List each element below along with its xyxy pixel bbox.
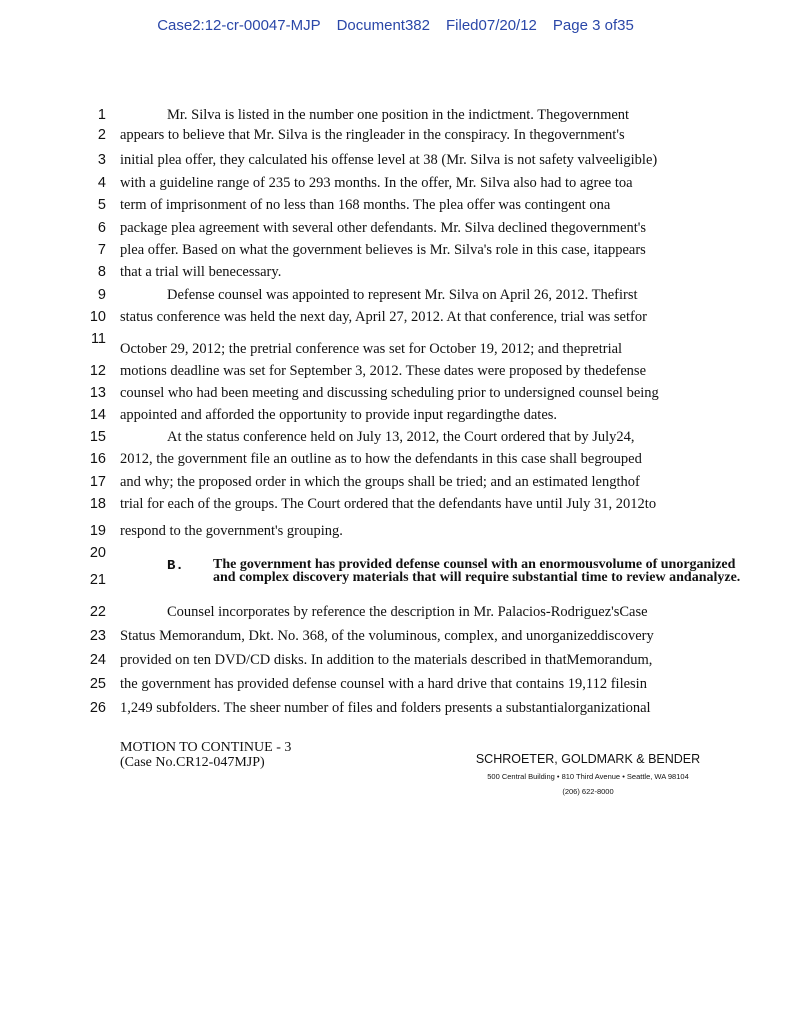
page-header [0, 17, 791, 34]
body-line: At the status conference held on July 13, 2012, the Court ordered that by July24, [167, 429, 635, 445]
body-line: October 29, 2012; the pretrial conference was set for October 19, 2012; and thepretrial [120, 341, 623, 357]
body-line: 2012, the government file an outline as to how the defendants in this case shall begrouped [120, 451, 642, 467]
line-number: 18 [89, 496, 106, 512]
line-number: 21 [89, 572, 106, 588]
body-line: initial plea offer, they calculated his offense level at 38 (Mr. Silva is not safety valveeligible) [120, 152, 658, 168]
line-number: 25 [89, 676, 106, 692]
body-line: Counsel incorporates by reference the description in Mr. Palacios-Rodriguez'sCase [167, 604, 648, 620]
body-line: with a guideline range of 235 to 293 months. In the offer, Mr. Silva also had to agree toa [120, 175, 633, 191]
body-line: Mr. Silva is listed in the number one position in the indictment. Thegovernment [167, 107, 630, 123]
footer-address: 500 Central Building • 810 Third Avenue • Seattle, WA 98104 [487, 772, 689, 781]
body-line: the government has provided defense counsel with a hard drive that contains 19,112 filesin [120, 676, 647, 692]
line-number: 24 [89, 652, 106, 668]
line-number: 12 [89, 363, 106, 379]
line-number: 2 [97, 127, 106, 143]
body-line: term of imprisonment of no less than 168 months. The plea offer was contingent ona [120, 197, 611, 213]
footer-firm: SCHROETER, GOLDMARK & BENDER [475, 752, 701, 766]
body-line: appears to believe that Mr. Silva is the ringleader in the conspiracy. In thegovernment's [120, 127, 625, 143]
body-line: and why; the proposed order in which the groups shall be tried; and an estimated lengthof [120, 474, 640, 490]
body-line: respond to the government's grouping. [120, 523, 343, 539]
line-number: 6 [97, 220, 106, 236]
footer-right [440, 752, 736, 796]
line-number: 22 [89, 604, 106, 620]
body-line: 1,249 subfolders. The sheer number of files and folders presents a substantialorganizational [120, 700, 651, 716]
line-number: 8 [97, 264, 106, 280]
body-line: counsel who had been meeting and discussing scheduling prior to undersigned counsel being [120, 385, 659, 401]
footer-left [120, 740, 291, 770]
header-filed: Filed07/20/12 [446, 17, 537, 34]
line-number: 11 [90, 331, 106, 347]
body-line: appointed and afforded the opportunity to provide input regardingthe dates. [120, 407, 558, 423]
line-number: 13 [89, 385, 106, 401]
line-number: 1 [97, 107, 106, 123]
body-line: package plea agreement with several other defendants. Mr. Silva declined thegovernment's [120, 220, 647, 236]
line-number: 10 [89, 309, 106, 325]
section-letter: B. [167, 558, 184, 574]
footer-title: MOTION TO CONTINUE - 3 [120, 740, 292, 755]
body-line: plea offer. Based on what the government believes is Mr. Silva's role in this case, itappears [120, 242, 646, 258]
footer-case-number: (Case No.CR12-047MJP) [120, 755, 265, 770]
line-number: 19 [89, 523, 106, 539]
line-number: 14 [89, 407, 106, 423]
line-number: 5 [97, 197, 106, 213]
line-number: 16 [89, 451, 106, 467]
header-case: Case2:12-cr-00047-MJP [157, 17, 321, 34]
body-line: that a trial will benecessary. [120, 264, 282, 280]
line-number: 15 [89, 429, 106, 445]
line-number: 3 [97, 152, 106, 168]
line-number: 26 [89, 700, 106, 716]
footer-phone: (206) 622-8000 [562, 787, 614, 796]
body-line: status conference was held the next day, April 27, 2012. At that conference, trial was setfor [120, 309, 647, 325]
line-number: 20 [89, 545, 106, 561]
body-line: motions deadline was set for September 3, 2012. These dates were proposed by thedefense [120, 363, 647, 379]
line-number: 9 [97, 287, 106, 303]
header-document: Document382 [336, 17, 430, 34]
section-heading: The government has provided defense counsel with an enormousvolume of unorganized and complex discovery materials that will require substantial time to review andanalyze. [213, 557, 741, 585]
line-number: 23 [89, 628, 106, 644]
line-number: 17 [89, 474, 106, 490]
body-line: Status Memorandum, Dkt. No. 368, of the voluminous, complex, and unorganizeddiscovery [120, 628, 654, 644]
body-line: provided on ten DVD/CD disks. In addition to the materials described in thatMemorandum, [120, 652, 653, 668]
body-line: trial for each of the groups. The Court ordered that the defendants have until July 31, 2012to [120, 496, 657, 512]
header-page: Page 3 of35 [552, 17, 634, 34]
line-number: 4 [97, 175, 106, 191]
line-number: 7 [97, 242, 106, 258]
body-line: Defense counsel was appointed to represent Mr. Silva on April 26, 2012. Thefirst [167, 287, 638, 303]
